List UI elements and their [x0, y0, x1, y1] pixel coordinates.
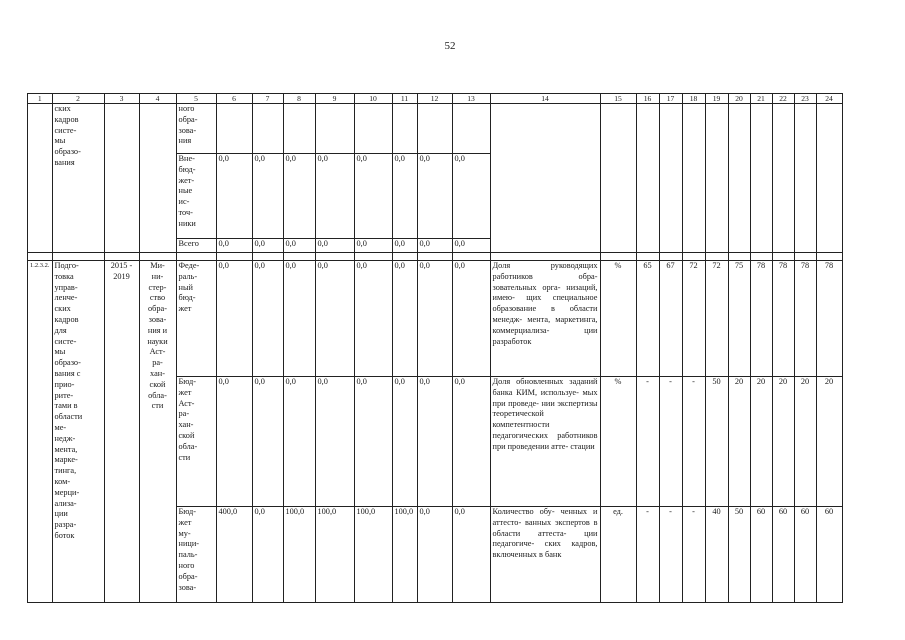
- cell: [216, 253, 252, 261]
- amount-cell: 0,0: [354, 239, 392, 253]
- target-cell: 78: [772, 261, 794, 377]
- amount-cell: 0,0: [283, 377, 315, 507]
- target-cell: 65: [636, 261, 659, 377]
- table-row: [28, 261, 843, 377]
- amount-cell: 0,0: [417, 261, 452, 377]
- amount-cell: 100,0: [283, 507, 315, 603]
- amount-cell: 0,0: [417, 377, 452, 507]
- amount-cell: 0,0: [417, 507, 452, 603]
- column-number: 21: [750, 94, 772, 104]
- cell: [315, 253, 354, 261]
- amount-cell: 0,0: [354, 154, 392, 239]
- column-number: 16: [636, 94, 659, 104]
- target-cell: 20: [794, 377, 816, 507]
- amount-cell: 100,0: [354, 507, 392, 603]
- cell: [104, 253, 139, 261]
- amount-cell: 0,0: [392, 154, 417, 239]
- column-number: 2: [52, 94, 104, 104]
- target-cell: 67: [659, 261, 682, 377]
- cell: [682, 253, 705, 261]
- cell: [816, 104, 842, 253]
- cell: [705, 104, 728, 253]
- cell: [417, 253, 452, 261]
- amount-cell: 0,0: [392, 261, 417, 377]
- amount-cell: 0,0: [452, 154, 490, 239]
- indicator-text: Доля руководящих работников обра- зовательных орга- низаций, имею- щих специальное образование в области менедж- мента, маркетинга, коммерциализа- ции разработок: [490, 261, 600, 377]
- cell: [104, 104, 139, 253]
- amount-cell: 0,0: [315, 377, 354, 507]
- funding-source: Бюд- жет му- ници- паль- ного обра- зова-: [176, 507, 216, 603]
- amount-cell: 0,0: [216, 261, 252, 377]
- amount-cell: 0,0: [354, 377, 392, 507]
- cell: [794, 253, 816, 261]
- target-cell: 60: [794, 507, 816, 603]
- total-label: Всего: [176, 239, 216, 253]
- cell: [252, 104, 283, 154]
- item-name-cont: ских кадров систе- мы образо- вания: [52, 104, 104, 253]
- column-number: 24: [816, 94, 842, 104]
- amount-cell: 0,0: [417, 239, 452, 253]
- funding-source: Феде- раль- ный бюд- жет: [176, 261, 216, 377]
- cell: [659, 104, 682, 253]
- cell: [176, 253, 216, 261]
- item-number: 1.2.3.2.: [28, 261, 53, 603]
- page-number: 52: [444, 40, 456, 52]
- column-number: 20: [728, 94, 750, 104]
- column-number: 17: [659, 94, 682, 104]
- target-cell: -: [659, 507, 682, 603]
- column-number: 8: [283, 94, 315, 104]
- amount-cell: 0,0: [216, 154, 252, 239]
- cell: [659, 253, 682, 261]
- amount-cell: 0,0: [216, 377, 252, 507]
- column-number-row: [28, 94, 843, 104]
- target-cell: 20: [750, 377, 772, 507]
- cell: [490, 253, 600, 261]
- amount-cell: 0,0: [392, 377, 417, 507]
- target-cell: 60: [750, 507, 772, 603]
- target-cell: 78: [750, 261, 772, 377]
- cell: [636, 104, 659, 253]
- target-cell: 78: [816, 261, 842, 377]
- amount-cell: 0,0: [392, 239, 417, 253]
- amount-cell: 0,0: [283, 239, 315, 253]
- target-cell: 75: [728, 261, 750, 377]
- column-number: 14: [490, 94, 600, 104]
- amount-cell: 0,0: [354, 261, 392, 377]
- unit-cell: %: [600, 261, 636, 377]
- amount-cell: 0,0: [315, 154, 354, 239]
- target-cell: 60: [816, 507, 842, 603]
- cell: [283, 104, 315, 154]
- cell: [28, 104, 53, 253]
- cell: [283, 253, 315, 261]
- amount-cell: 0,0: [252, 377, 283, 507]
- column-number: 1: [28, 94, 53, 104]
- amount-cell: 0,0: [216, 239, 252, 253]
- amount-cell: 0,0: [452, 261, 490, 377]
- item-name: Подго- товка управ- ленче- ских кадров для систе- мы образо- вания с прио- рите- тами в области ме- недж- мента, марке- тинга, ком- мерци- ализа- ции разра- боток: [52, 261, 104, 603]
- column-number: 3: [104, 94, 139, 104]
- amount-cell: 0,0: [283, 261, 315, 377]
- target-cell: 20: [816, 377, 842, 507]
- target-cell: 50: [728, 507, 750, 603]
- cell: [728, 253, 750, 261]
- amount-cell: 0,0: [315, 239, 354, 253]
- table-row: [28, 253, 843, 261]
- cell: [216, 104, 252, 154]
- funding-source: ного обра- зова- ния: [176, 104, 216, 154]
- target-cell: -: [636, 377, 659, 507]
- column-number: 10: [354, 94, 392, 104]
- cell: [728, 104, 750, 253]
- funding-source: Бюд- жет Аст- ра- хан- ской обла- сти: [176, 377, 216, 507]
- cell: [636, 253, 659, 261]
- amount-cell: 0,0: [452, 377, 490, 507]
- target-cell: 60: [772, 507, 794, 603]
- cell: [354, 104, 392, 154]
- cell: [600, 253, 636, 261]
- funding-source: Вне- бюд- жет- ные ис- точ- ники: [176, 154, 216, 239]
- column-number: 23: [794, 94, 816, 104]
- column-number: 9: [315, 94, 354, 104]
- amount-cell: 0,0: [315, 261, 354, 377]
- amount-cell: 0,0: [452, 507, 490, 603]
- cell: [772, 104, 794, 253]
- cell: [600, 104, 636, 253]
- cell: [452, 253, 490, 261]
- column-number: 15: [600, 94, 636, 104]
- column-number: 11: [392, 94, 417, 104]
- cell: [52, 253, 104, 261]
- cell: [417, 104, 452, 154]
- target-cell: 20: [772, 377, 794, 507]
- cell: [794, 104, 816, 253]
- program-table: [27, 93, 843, 603]
- cell: [705, 253, 728, 261]
- cell: [682, 104, 705, 253]
- cell: [139, 104, 176, 253]
- cell: [139, 253, 176, 261]
- table-row: [28, 104, 843, 154]
- column-number: 6: [216, 94, 252, 104]
- cell: [315, 104, 354, 154]
- column-number: 22: [772, 94, 794, 104]
- cell: [354, 253, 392, 261]
- cell: [252, 253, 283, 261]
- amount-cell: 100,0: [392, 507, 417, 603]
- cell: [28, 253, 53, 261]
- column-number: 18: [682, 94, 705, 104]
- amount-cell: 400,0: [216, 507, 252, 603]
- target-cell: 78: [794, 261, 816, 377]
- cell: [490, 104, 600, 253]
- amount-cell: 0,0: [452, 239, 490, 253]
- column-number: 5: [176, 94, 216, 104]
- amount-cell: 0,0: [252, 154, 283, 239]
- cell: [772, 253, 794, 261]
- column-number: 19: [705, 94, 728, 104]
- target-cell: 20: [728, 377, 750, 507]
- amount-cell: 0,0: [283, 154, 315, 239]
- cell: [750, 253, 772, 261]
- unit-cell: ед.: [600, 507, 636, 603]
- target-cell: -: [659, 377, 682, 507]
- unit-cell: %: [600, 377, 636, 507]
- amount-cell: 100,0: [315, 507, 354, 603]
- target-cell: -: [636, 507, 659, 603]
- target-cell: 50: [705, 377, 728, 507]
- amount-cell: 0,0: [252, 507, 283, 603]
- column-number: 4: [139, 94, 176, 104]
- indicator-text: Доля обновленных заданий банка КИМ, используе- мых при проведе- нии экспертизы теоретической компетентности педагогических работников при проведении атте- стации: [490, 377, 600, 507]
- target-cell: -: [682, 377, 705, 507]
- cell: [392, 253, 417, 261]
- item-executor: Ми- ни- стер- ство обра- зова- ния и науки Аст- ра- хан- ской обла- сти: [139, 261, 176, 603]
- column-number: 12: [417, 94, 452, 104]
- cell: [750, 104, 772, 253]
- cell: [816, 253, 842, 261]
- target-cell: -: [682, 507, 705, 603]
- item-period: 2015 - 2019: [104, 261, 139, 603]
- column-number: 7: [252, 94, 283, 104]
- target-cell: 72: [682, 261, 705, 377]
- target-cell: 40: [705, 507, 728, 603]
- indicator-text: Количество обу- ченных и аттесто- ванных экспертов в области аттеста- ции педагогиче- ских кадров, включенных в банк: [490, 507, 600, 603]
- cell: [392, 104, 417, 154]
- target-cell: 72: [705, 261, 728, 377]
- amount-cell: 0,0: [417, 154, 452, 239]
- column-number: 13: [452, 94, 490, 104]
- cell: [452, 104, 490, 154]
- amount-cell: 0,0: [252, 239, 283, 253]
- amount-cell: 0,0: [252, 261, 283, 377]
